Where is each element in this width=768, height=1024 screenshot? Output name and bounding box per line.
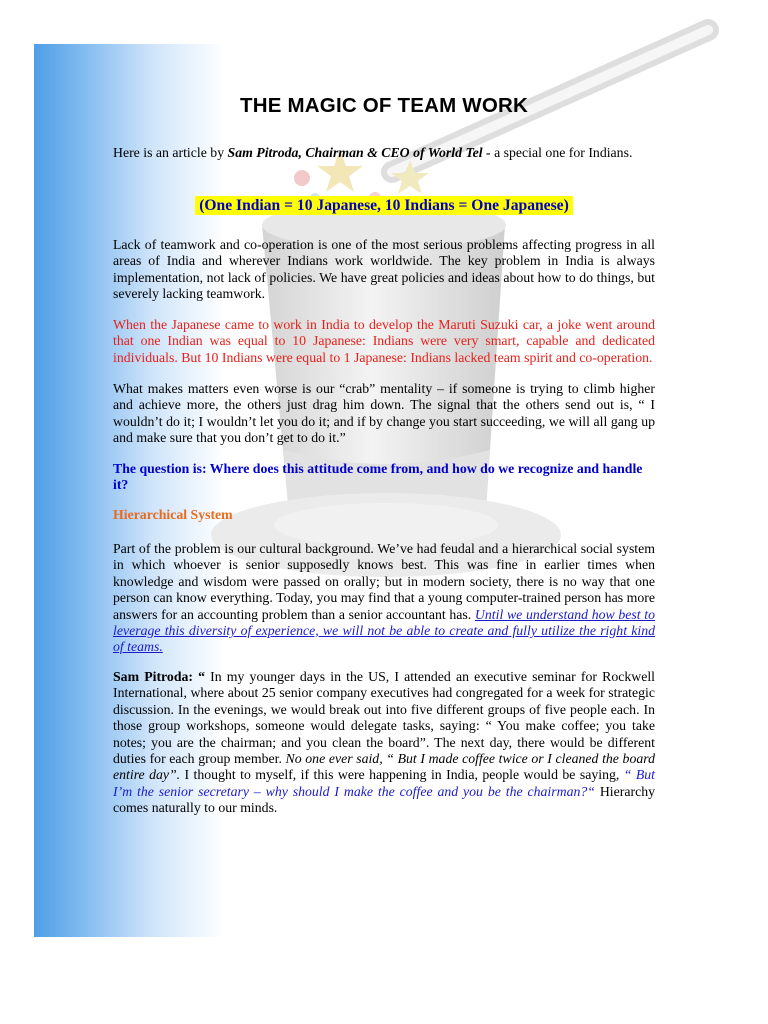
- intro-paragraph: [113, 145, 655, 161]
- paragraph-teamwork: Lack of teamwork and co-operation is one of the most serious problems affecting progress in all areas of India and wherever Indians work worldwide. The key problem in India is always implementation, not lack of policies. We have great policies and ideas about how to do things, but severely lacking teamwork.: [113, 237, 655, 302]
- seminar-text-3: Hierarchy comes naturally to our minds.: [113, 783, 655, 816]
- seminar-quote-1: No one ever said, “ But I made coffee twice or I cleaned the board entire day”.: [113, 751, 655, 783]
- intro-tail: a special one for Indians.: [490, 145, 633, 160]
- hierarchy-text: Part of the problem is our cultural background. We’ve had feudal and a hierarchical social system in which whoever is senior supposedly knows best. This was fine in earlier times when knowledge and wisdom were passed on orally; but in modern society, there is no way that one person can know everything. Today, you may find that a young computer-trained person has more answers for an accounting problem than a senior accountant has.: [113, 541, 655, 622]
- hierarchy-link[interactable]: Until we understand how best to leverage this diversity of experience, we will not be able to create and fully utilize the right kind of teams.: [113, 606, 655, 655]
- paragraph-seminar: [113, 669, 655, 817]
- highlight-line: [113, 197, 655, 215]
- intro-author: Sam Pitroda, Chairman & CEO of World Tel -: [227, 145, 491, 160]
- paragraph-hierarchy: [113, 541, 655, 656]
- paragraph-japanese-joke: When the Japanese came to work in India to develop the Maruti Suzuki car, a joke went around that one Indian was equal to 10 Japanese: Indians were very smart, capable and dedicated individuals. But 10 Indians were equal to 1 Japanese: Indians lacked team spirit and co-operation.: [113, 317, 655, 365]
- section-heading: Hierarchical System: [113, 507, 233, 522]
- speaker-label: Sam Pitroda: “: [113, 669, 206, 684]
- intro-lead: Here is an article by: [113, 145, 228, 160]
- highlight-text: (One Indian = 10 Japanese, 10 Indians = One Japanese): [195, 196, 573, 215]
- seminar-text-1: In my younger days in the US, I attended an executive seminar for Rockwell International, where about 25 senior company executives had congregated for a week for strategic discussion. In the evenings, we would break out into five different groups of five people each. In those group workshops, someone would delegate tasks, saying: “ You make coffee; you take notes; you are the chairman; and you clean the board”. The next day, there would be different duties for each group member.: [113, 669, 656, 767]
- page-title: THE MAGIC OF TEAM WORK: [240, 94, 528, 117]
- seminar-quote-2: “ But I’m the senior secretary – why should I make the coffee and you be the chairman?“: [113, 767, 655, 799]
- seminar-text-2: I thought to myself, if this were happening in India, people would be saying,: [180, 767, 624, 783]
- paragraph-crab-mentality: What makes matters even worse is our “crab” mentality – if someone is trying to climb higher and achieve more, the others just drag him down. The signal that the others send out is, “ I wouldn’t do it; I wouldn’t let you do it; and if by change you start succeeding, we will all gang up and make sure that you don’t get to do it.”: [113, 381, 655, 446]
- question-paragraph: The question is: Where does this attitude come from, and how do we recognize and handle it?: [113, 461, 643, 493]
